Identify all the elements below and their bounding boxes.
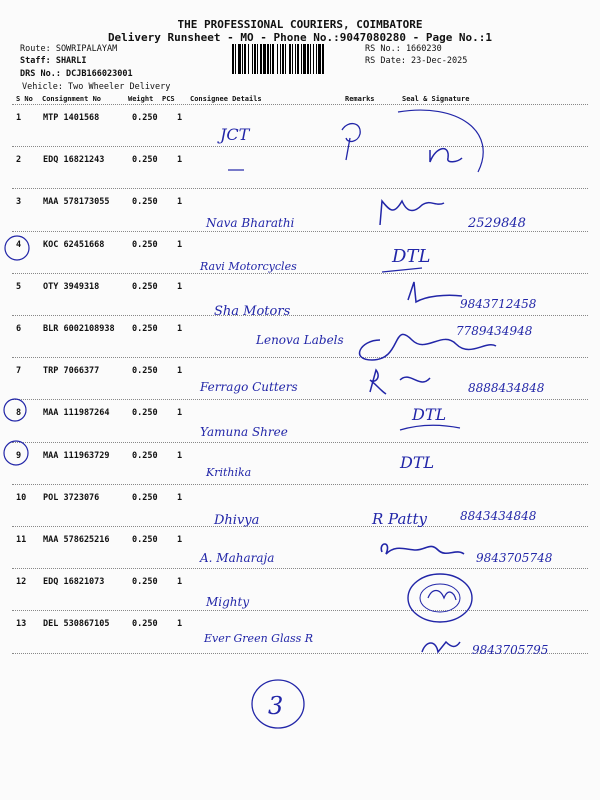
cell-weight: 0.250 [132, 577, 158, 588]
table-row [12, 104, 588, 146]
barcode-bar [318, 44, 321, 74]
cell-weight: 0.250 [132, 535, 158, 545]
cell-consignment: EDQ 16821243 [43, 155, 105, 166]
barcode-bar [292, 44, 293, 74]
cell-consignment: MAA 578625216 [43, 535, 110, 545]
barcode-bar [282, 44, 284, 74]
table-row [12, 188, 588, 230]
cell-sno: 12 [16, 577, 27, 588]
rs-date: RS Date: 23-Dec-2025 [365, 56, 468, 66]
col-weight: Weight [128, 95, 154, 103]
cell-weight: 0.250 [132, 155, 158, 166]
cell-pcs: 1 [177, 577, 183, 588]
hw-signature-4: DTL [392, 246, 431, 267]
cell-sno: 1 [16, 113, 22, 123]
col-remarks: Remarks [345, 95, 375, 103]
cell-weight: 0.250 [132, 492, 158, 503]
cell-consignment: KOC 62451668 [43, 239, 105, 250]
cell-consignment: OTY 3949318 [43, 281, 100, 292]
table-row [12, 273, 588, 315]
cell-weight: 0.250 [132, 113, 158, 123]
document-title: THE PROFESSIONAL COURIERS, COIMBATORE [177, 18, 423, 31]
barcode-bar [289, 44, 291, 74]
cell-weight: 0.250 [132, 450, 158, 461]
hw-phone-6: 7789434948 [456, 324, 533, 338]
table-row [12, 231, 588, 273]
table-row [12, 484, 588, 526]
hw-phone-10: 8843434848 [460, 509, 537, 523]
staff-label: Staff: SHARLI [20, 56, 87, 66]
barcode-bar [277, 44, 278, 74]
cell-pcs: 1 [177, 492, 183, 503]
barcode-bar [297, 44, 299, 74]
table-row [12, 526, 588, 568]
barcode-bar [307, 44, 309, 74]
barcode-bar [254, 44, 256, 74]
cell-weight: 0.250 [132, 619, 158, 630]
barcode-bar [303, 44, 306, 74]
cell-sno: 13 [16, 619, 27, 630]
cell-consignment: MAA 111963729 [43, 450, 110, 461]
cell-weight: 0.250 [132, 408, 158, 419]
barcode-bar [235, 44, 236, 74]
barcode-bar [252, 44, 253, 74]
cell-consignment: MTP 1401568 [43, 113, 100, 123]
table-row [12, 357, 588, 399]
cell-sno: 10 [16, 492, 27, 503]
cell-pcs: 1 [177, 239, 183, 250]
table-row [12, 568, 588, 610]
cell-pcs: 1 [177, 113, 183, 123]
hw-phone-7: 8888434848 [468, 381, 545, 395]
hw-consignee-4: Ravi Motorcycles [200, 260, 297, 273]
barcode-bar [244, 44, 246, 74]
barcode-bar [316, 44, 317, 74]
hw-signature-8: DTL [412, 405, 447, 424]
cell-weight: 0.250 [132, 197, 158, 208]
table-row [12, 610, 588, 652]
cell-consignment: EDQ 16821073 [43, 577, 105, 588]
barcode-bar [272, 44, 274, 74]
cell-sno: 7 [16, 366, 22, 377]
cell-consignment: MAA 111987264 [43, 408, 110, 419]
hw-consignee-10: Dhivya [214, 513, 260, 528]
cell-pcs: 1 [177, 155, 183, 166]
cell-pcs: 1 [177, 366, 183, 377]
cell-pcs: 1 [177, 197, 183, 208]
cell-sno: 5 [16, 281, 22, 292]
barcode-bar [313, 44, 314, 74]
hw-consignee-6: Lenova Labels [256, 333, 344, 347]
cell-consignment: BLR 6002108938 [43, 324, 115, 334]
cell-pcs: 1 [177, 408, 183, 419]
cell-sno: 4 [16, 239, 22, 250]
cell-sno: 8 [16, 408, 22, 419]
cell-sno: 6 [16, 324, 22, 334]
table-row [12, 442, 588, 484]
hw-consignee-1: JCT [220, 125, 250, 144]
barcode-bar [267, 44, 269, 74]
hw-consignee-12: Mighty [206, 595, 250, 609]
col-consignment: Consignment No [42, 95, 102, 103]
col-seal-signature: Seal & Signature [402, 95, 470, 103]
barcode-bar [270, 44, 271, 74]
table-row [12, 146, 588, 188]
hw-consignee-5: Sha Motors [214, 304, 291, 319]
barcode-bar [248, 44, 249, 74]
hw-consignee-7: Ferrago Cutters [200, 380, 298, 394]
cell-pcs: 1 [177, 535, 183, 545]
hw-page-mark: 3 [268, 692, 284, 720]
document-subtitle: Delivery Runsheet - MO - Phone No.:9047080280 - Page No.:1 [107, 31, 493, 44]
cell-consignment: TRP 7066377 [43, 366, 100, 377]
cell-sno: 3 [16, 197, 22, 208]
cell-sno: 9 [16, 450, 22, 461]
cell-pcs: 1 [177, 450, 183, 461]
barcode-bar [295, 44, 296, 74]
cell-pcs: 1 [177, 281, 183, 292]
barcode-bar [285, 44, 286, 74]
hw-signature-10: R Patty [372, 510, 427, 528]
hw-phone-13: 9843705795 [472, 643, 549, 657]
barcode-bar [280, 44, 281, 74]
table-row [12, 315, 588, 357]
vehicle-label: Vehicle: Two Wheeler Delivery [22, 82, 171, 92]
rs-number: RS No.: 1660230 [365, 44, 442, 54]
drs-number: DRS No.: DCJB166023001 [20, 69, 133, 79]
barcode-bar [242, 44, 243, 74]
hw-consignee-13: Ever Green Glass R [204, 632, 314, 645]
table-row [12, 399, 588, 441]
barcode [232, 44, 360, 74]
barcode-bar [322, 44, 324, 74]
barcode-bar [232, 44, 234, 74]
cell-consignment: MAA 578173055 [43, 197, 110, 208]
barcode-bar [310, 44, 311, 74]
barcode-bar [257, 44, 258, 74]
hw-consignee-8: Yamuna Shree [200, 425, 288, 439]
hw-phone-11: 9843705748 [476, 551, 553, 565]
cell-consignment: POL 3723076 [43, 492, 100, 503]
hw-consignee-9: Krithika [206, 466, 252, 479]
col-consignee: Consignee Details [190, 95, 262, 103]
col-sno: S No [16, 95, 33, 103]
hw-consignee-11: A. Maharaja [200, 551, 275, 565]
route-label: Route: SOWRIPALAYAM [20, 44, 118, 54]
cell-sno: 11 [16, 535, 27, 545]
cell-weight: 0.250 [132, 324, 158, 334]
row-divider [12, 653, 588, 654]
cell-weight: 0.250 [132, 366, 158, 377]
cell-sno: 2 [16, 155, 22, 166]
hw-consignee-3: Nava Bharathi [206, 216, 295, 230]
barcode-bar [301, 44, 302, 74]
hw-phone-5: 9843712458 [460, 297, 537, 311]
hw-signature-9: DTL [400, 453, 435, 472]
hw-phone-3: 2529848 [468, 216, 526, 231]
cell-pcs: 1 [177, 619, 183, 630]
cell-weight: 0.250 [132, 239, 158, 250]
cell-weight: 0.250 [132, 281, 158, 292]
col-pcs: PCS [162, 95, 175, 103]
hw-page-mark-circle [252, 680, 304, 728]
barcode-bar [263, 44, 266, 74]
barcode-bar [260, 44, 262, 74]
cell-pcs: 1 [177, 324, 183, 334]
cell-consignment: DEL 530867105 [43, 619, 110, 630]
barcode-bar [238, 44, 241, 74]
